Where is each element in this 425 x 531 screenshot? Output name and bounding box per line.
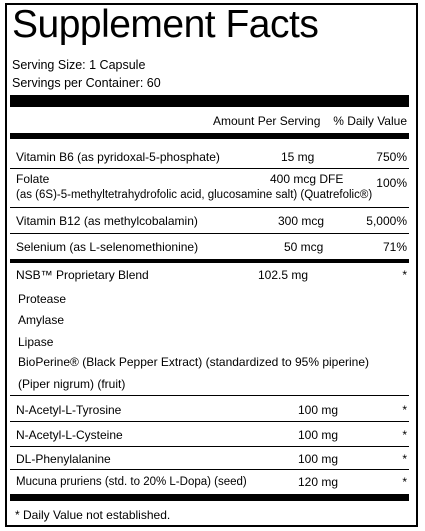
row-divider [10, 421, 409, 422]
nutrient-dv: 71% [382, 240, 407, 254]
medium-divider [10, 133, 409, 139]
nutrient-dv: 750% [376, 150, 407, 164]
thick-divider [10, 95, 409, 107]
ingredient-dv: * [402, 475, 407, 489]
blend-dv: * [402, 268, 407, 282]
nutrient-source: (as (6S)-5-methyltetrahydrofolic acid, glucosamine salt) (Quatrefolic®) [16, 189, 373, 201]
row-divider [10, 168, 409, 169]
ingredient-amount: 100 mg [298, 452, 339, 466]
ingredient-amount: 100 mg [298, 428, 339, 442]
nutrient-name: Vitamin B12 (as methylcobalamin) [16, 214, 198, 228]
blend-ingredient: Lipase [18, 335, 54, 349]
ingredient-name: N-Acetyl-L-Tyrosine [16, 403, 122, 417]
blend-name: NSB™ Proprietary Blend [16, 268, 149, 282]
row-divider [10, 395, 409, 396]
nutrient-amount: 50 mcg [284, 240, 324, 254]
ingredient-amount: 120 mg [298, 475, 339, 489]
ingredient-dv: * [402, 428, 407, 442]
nutrient-name: Folate [16, 172, 50, 186]
serving-size: Serving Size: 1 Capsule [12, 58, 146, 72]
row-divider [10, 446, 409, 447]
blend-ingredient: Protease [18, 292, 67, 306]
nutrient-dv: 5,000% [366, 214, 407, 228]
panel-title: Supplement Facts [12, 3, 319, 46]
footnote: * Daily Value not established. [15, 508, 171, 522]
servings-per-container: Servings per Container: 60 [12, 76, 161, 90]
row-divider [10, 469, 409, 470]
ingredient-name: Mucuna pruriens (std. to 20% L-Dopa) (seed) [16, 476, 247, 488]
header-amount: Amount Per Serving [213, 114, 321, 128]
ingredient-amount: 100 mg [298, 403, 339, 417]
nutrient-name: Vitamin B6 (as pyridoxal-5-phosphate) [16, 150, 220, 164]
nutrient-name: Selenium (as L-selenomethionine) [16, 240, 199, 254]
ingredient-name: N-Acetyl-L-Cysteine [16, 428, 123, 442]
blend-ingredient: BioPerine® (Black Pepper Extract) (standardized to 95% piperine) [18, 355, 370, 369]
ingredient-dv: * [402, 452, 407, 466]
nutrient-amount: 15 mg [281, 150, 315, 164]
ingredient-name: DL-Phenylalanine [16, 452, 111, 466]
blend-ingredient: Amylase [18, 313, 65, 327]
row-divider [10, 207, 409, 208]
blend-amount: 102.5 mg [258, 268, 309, 282]
nutrient-dv: 100% [376, 176, 407, 190]
ingredient-dv: * [402, 403, 407, 417]
medium-divider [10, 259, 409, 263]
nutrient-amount: 400 mcg DFE [270, 172, 344, 186]
header-daily-value: % Daily Value [333, 114, 407, 128]
nutrient-amount: 300 mcg [278, 214, 325, 228]
blend-ingredient: (Piper nigrum) (fruit) [18, 377, 126, 391]
row-divider [10, 233, 409, 234]
thick-divider [10, 494, 409, 501]
